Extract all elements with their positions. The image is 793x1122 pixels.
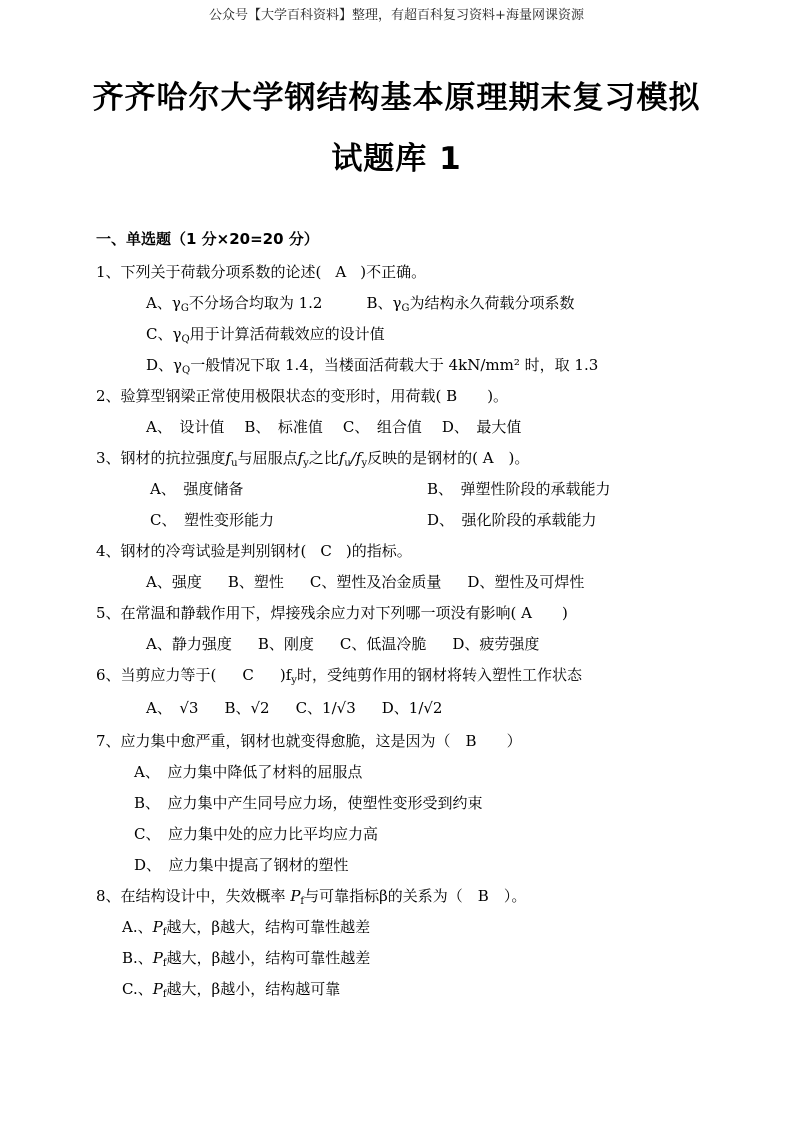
q4-option-a: A、强度	[146, 573, 202, 591]
q6-option-b: B、√2	[224, 699, 270, 717]
doc-title-line2: 试题库 1	[331, 141, 462, 177]
q2-option-d: D、 最大值	[441, 418, 522, 436]
q1-option-c: C、$\gamma_Q$用于计算活荷载效应的设计值	[146, 325, 385, 345]
question-7-stem: 7、应力集中愈严重，钢材也就变得愈脆，这是因为（ B ）	[96, 732, 522, 750]
question-6-stem: 6、当剪应力等于( C )$f_y$时，受纯剪作用的钢材将转入塑性工作状态	[96, 666, 582, 686]
q1-answer: A	[335, 263, 347, 281]
q5-option-d: D、疲劳强度	[452, 635, 540, 653]
q6-options	[146, 697, 442, 718]
q6-option-d: D、1/√2	[381, 699, 443, 717]
q1-options-ab	[146, 292, 574, 314]
q4-option-d: D、塑性及可焊性	[467, 573, 585, 591]
q1-option-d: D、$\gamma_Q$一般情况下取 1.4，当楼面活荷载大于 4kN/mm² 时，取 1.3	[146, 356, 599, 376]
q1-stem-b: )不正确。	[360, 263, 427, 281]
q4-options	[146, 571, 584, 592]
q6-option-a: A、 √3	[146, 699, 199, 717]
doc-title-line1: 齐齐哈尔大学钢结构基本原理期末复习模拟	[92, 80, 701, 116]
question-8-stem: 8、在结构设计中，失效概率 $P_f$与可靠指标β的关系为（ B ）。	[96, 887, 527, 907]
q3-option-c: C、 塑性变形能力	[150, 511, 274, 529]
q5-option-a: A、静力强度	[146, 635, 232, 653]
q1-stem-a: 1、下列关于荷载分项系数的论述(	[96, 263, 322, 281]
q7-option-d: D、 应力集中提高了钢材的塑性	[134, 856, 349, 874]
q3-option-a: A、 强度储备	[150, 480, 244, 498]
q1-option-b: B、$\gamma_G$为结构永久荷载分项系数	[366, 294, 575, 314]
q2-option-a: A、 设计值	[146, 418, 225, 436]
q3-option-d: D、 强化阶段的承载能力	[427, 511, 597, 529]
page-header-note: 公众号【大学百科资料】整理，有超百科复习资料+海量网课资源	[209, 8, 584, 23]
question-3-stem: 3、钢材的抗拉强度$f_u$与屈服点$f_y$之比$f_u/f_y$反映的是钢材的( A )。	[96, 449, 530, 469]
q7-option-c: C、 应力集中处的应力比平均应力高	[134, 825, 378, 843]
q5-option-c: C、低温冷脆	[339, 635, 427, 653]
q5-options	[146, 633, 539, 654]
question-4-stem: 4、钢材的冷弯试验是判别钢材( C )的指标。	[96, 542, 412, 560]
q8-option-a: A.、$P_f$越大，β越大，结构可靠性越差	[122, 918, 371, 938]
question-1-stem	[96, 261, 426, 282]
q1-option-a: A、$\gamma_G$不分场合均取为 1.2	[146, 294, 323, 314]
q8-option-c: C.、$P_f$越大，β越小，结构越可靠	[122, 980, 341, 1000]
question-2-stem: 2、验算型钢梁正常使用极限状态的变形时，用荷载( B )。	[96, 387, 509, 405]
q7-option-b: B、 应力集中产生同号应力场，使塑性变形受到约束	[134, 794, 483, 812]
q2-option-c: C、 组合值	[342, 418, 422, 436]
q2-option-b: B、 标准值	[244, 418, 323, 436]
q7-option-a: A、 应力集中降低了材料的屈服点	[134, 763, 363, 781]
q2-options	[146, 416, 521, 437]
q5-option-b: B、刚度	[257, 635, 314, 653]
question-5-stem: 5、在常温和静载作用下，焊接残余应力对下列哪一项没有影响( A )	[96, 604, 568, 622]
q3-option-b: B、 弹塑性阶段的承载能力	[427, 480, 611, 498]
q6-answer: C	[242, 666, 254, 684]
q6-option-c: C、1/√3	[295, 699, 356, 717]
q4-answer: C	[320, 542, 332, 560]
section-heading: 一、单选题（1 分×20=20 分）	[96, 230, 319, 248]
q8-option-b: B.、$P_f$越大，β越小，结构可靠性越差	[122, 949, 371, 969]
q4-option-c: C、塑性及冶金质量	[309, 573, 442, 591]
q4-option-b: B、塑性	[227, 573, 284, 591]
